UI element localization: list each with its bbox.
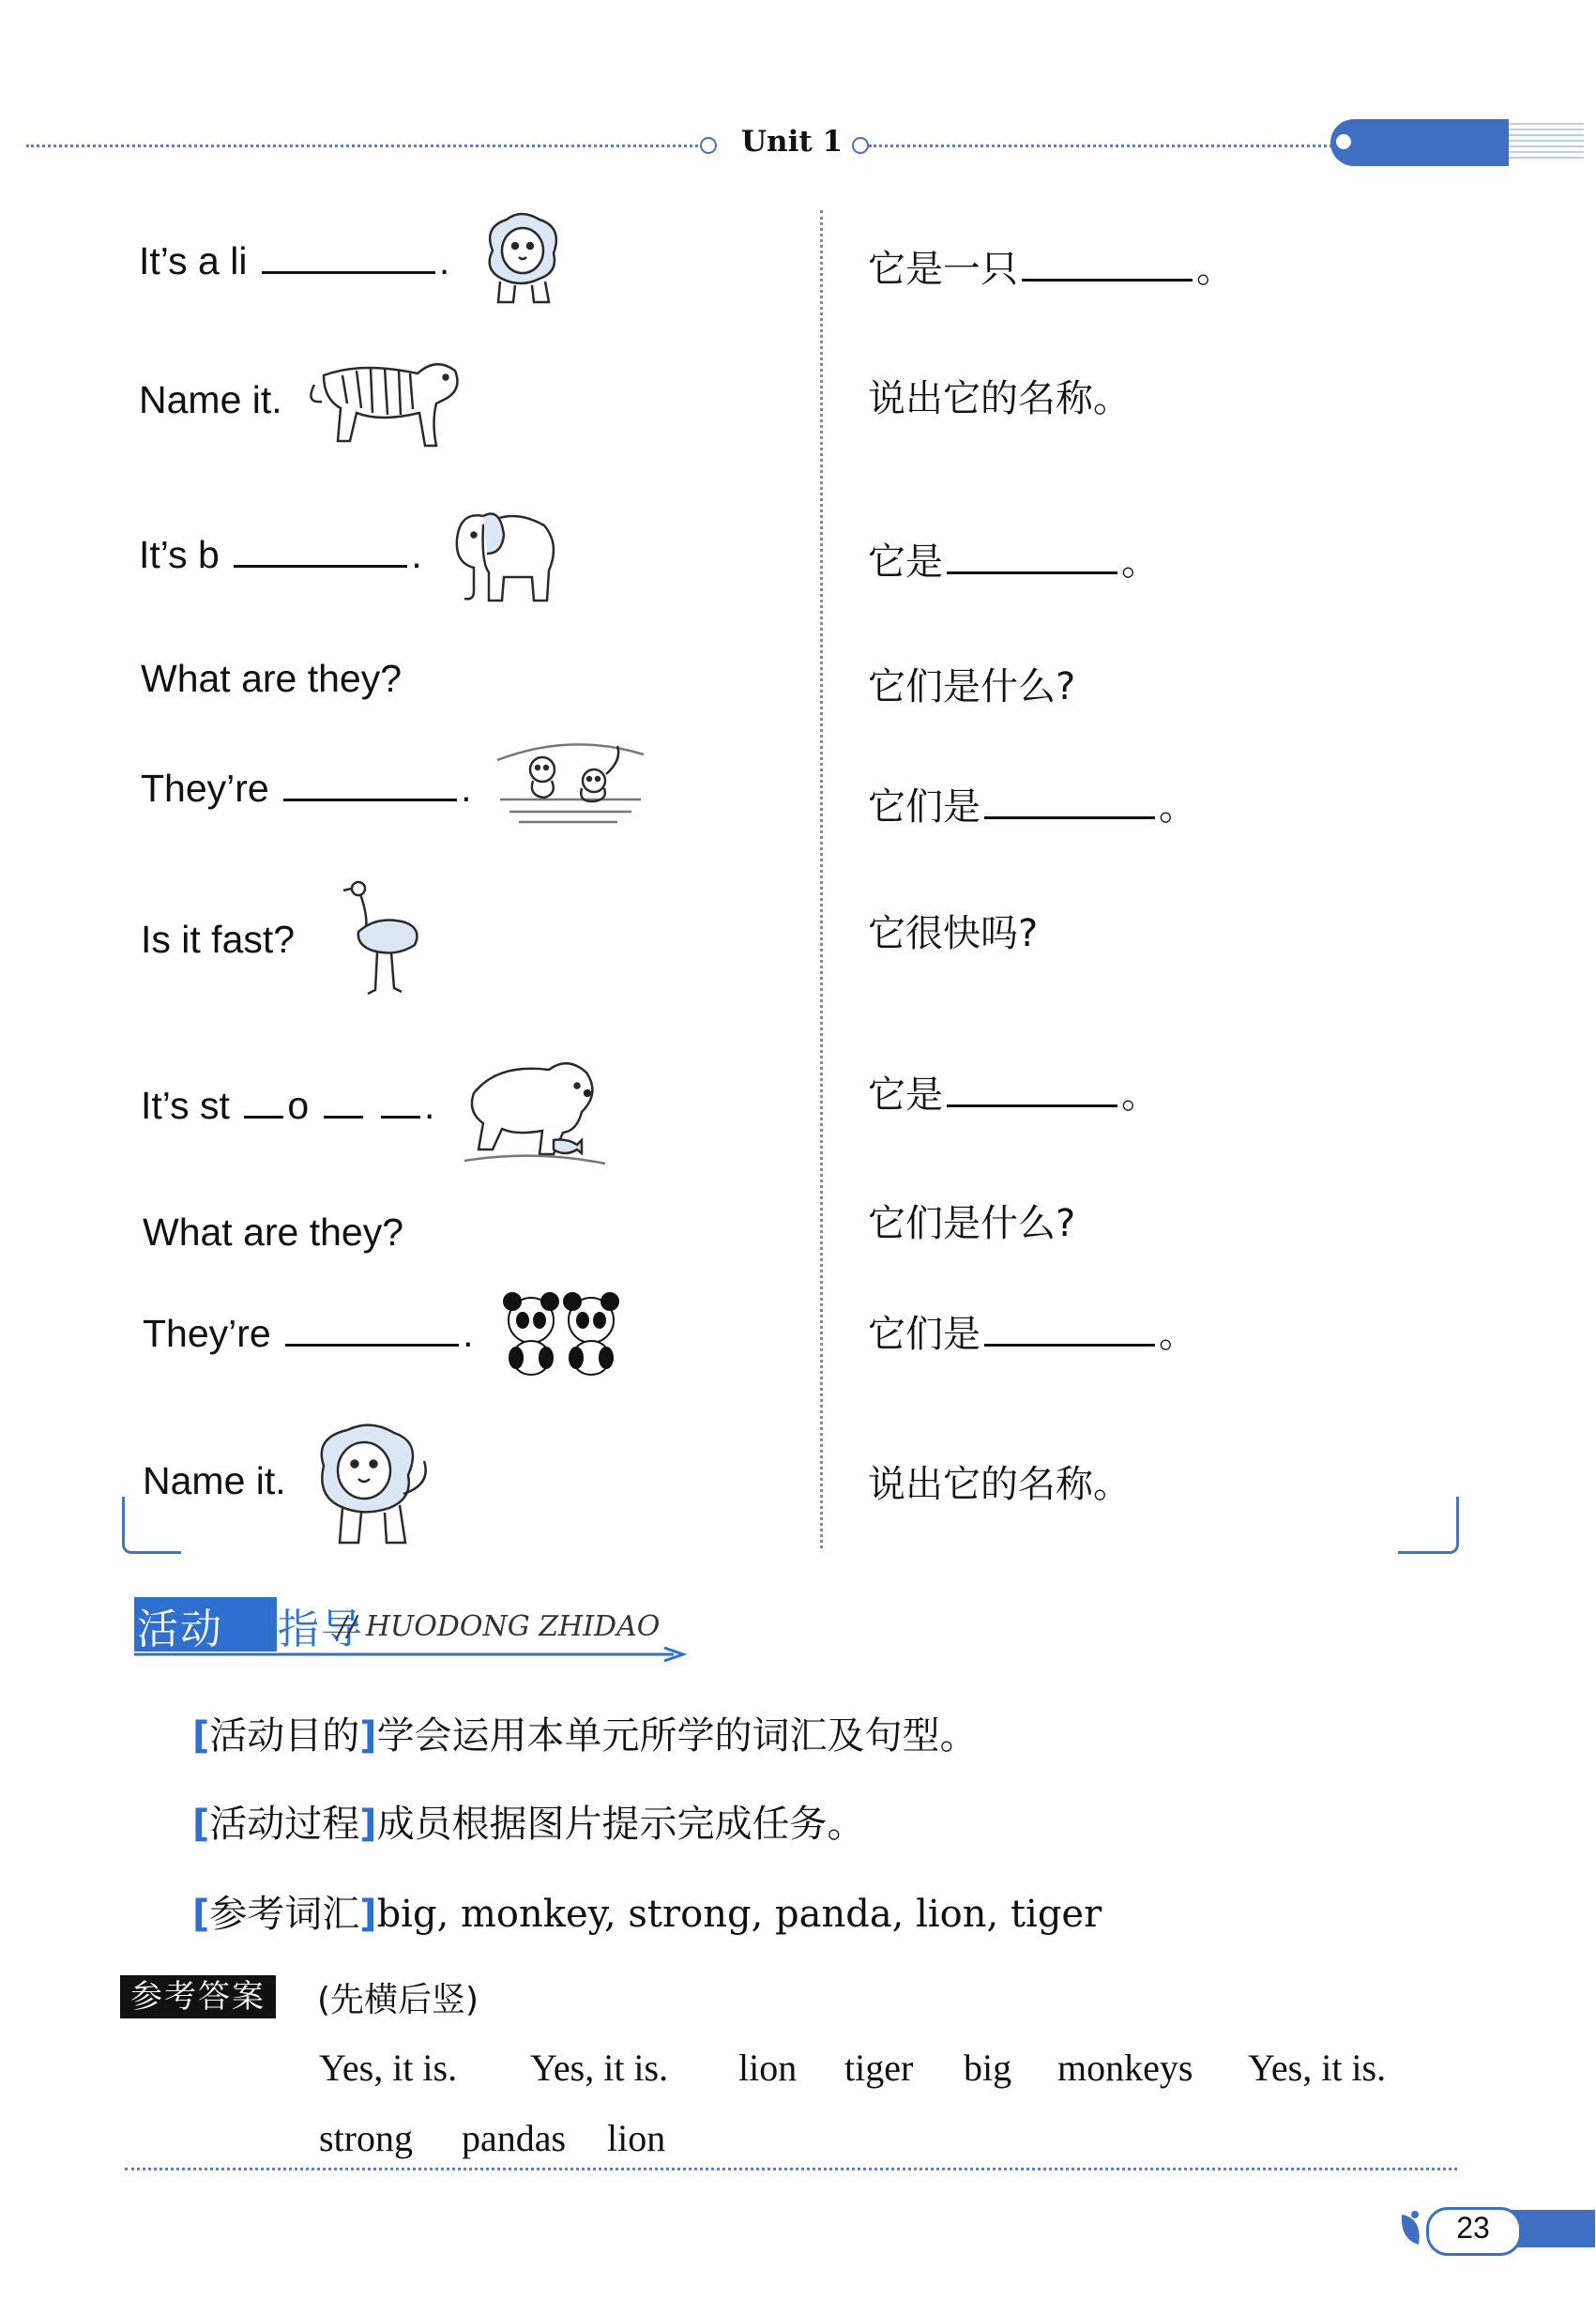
row-3-english: It’s b . xyxy=(139,533,422,576)
bracket-left xyxy=(122,1497,181,1554)
lion-icon xyxy=(310,1419,436,1550)
row-6-chinese: 它很快吗? xyxy=(868,912,1039,955)
answer-9: pandas xyxy=(462,2117,567,2159)
elephant-icon xyxy=(446,497,563,608)
answer-tag: 参考答案 xyxy=(120,1975,276,2018)
header-tab-dot xyxy=(1336,134,1351,149)
answer-3: lion xyxy=(738,2047,798,2089)
answer-2: Yes, it is. xyxy=(530,2047,669,2089)
ostrich-icon xyxy=(340,877,424,997)
row-2-chinese: 说出它的名称。 xyxy=(868,377,1131,420)
header-ring-left xyxy=(700,137,717,154)
row-1-chinese: 它是一只 。 xyxy=(868,248,1234,291)
row-9-chinese: 它们是 。 xyxy=(868,1313,1196,1356)
section-title-rest: 指导 xyxy=(278,1606,364,1653)
section-underline-arrow-icon xyxy=(134,1647,688,1666)
column-divider xyxy=(820,210,823,1548)
answer-8: strong xyxy=(319,2117,413,2159)
row-2-english: Name it. xyxy=(139,378,282,421)
row-8-chinese: 它们是什么? xyxy=(868,1202,1076,1245)
row-3-chinese: 它是 。 xyxy=(868,540,1159,584)
leaf-icon xyxy=(1398,2207,1428,2250)
row-5-english: They’re . xyxy=(141,767,472,810)
tiger-icon xyxy=(305,347,464,450)
row-7-chinese: 它是 。 xyxy=(868,1073,1159,1117)
row-10-english: Name it. xyxy=(143,1459,286,1502)
row-4-english: What are they? xyxy=(141,657,403,700)
answer-6: monkeys xyxy=(1057,2047,1193,2089)
header-dotted-line-left xyxy=(26,145,709,147)
pandas-icon xyxy=(495,1290,631,1379)
row-8-english: What are they? xyxy=(143,1210,404,1254)
answer-note: (先横后竖) xyxy=(317,1981,479,2019)
header-ring-right xyxy=(852,137,869,154)
header-hatch-decoration xyxy=(1509,123,1584,162)
lion-icon xyxy=(474,208,568,307)
answer-7: Yes, it is. xyxy=(1248,2047,1387,2089)
section-title-highlight: 活动 xyxy=(137,1606,223,1653)
header-dotted-line-right xyxy=(869,145,1332,147)
row-5-chinese: 它们是 。 xyxy=(868,785,1196,829)
row-9-english: They’re . xyxy=(143,1312,474,1355)
page-number: 23 xyxy=(1456,2211,1490,2245)
bear-icon xyxy=(460,1056,610,1168)
row-4-chinese: 它们是什么? xyxy=(868,665,1076,708)
row-10-chinese: 说出它的名称。 xyxy=(868,1463,1131,1506)
activity-purpose: [活动目的]学会运用本单元所学的词汇及句型。 xyxy=(192,1714,978,1758)
answer-4: tiger xyxy=(844,2047,914,2089)
row-1-english: It’s a li . xyxy=(139,239,450,282)
section-pinyin: // HUODONG ZHIDAO xyxy=(338,1610,661,1643)
bracket-right xyxy=(1398,1497,1459,1554)
row-6-english: Is it fast? xyxy=(141,918,296,961)
activity-vocabulary: [参考词汇]big, monkey, strong, panda, lion, tiger xyxy=(192,1893,1102,1936)
unit-title: Unit 1 xyxy=(741,125,844,159)
footer-dotted-line xyxy=(125,2168,1457,2170)
header-tab xyxy=(1330,119,1509,166)
answer-1: Yes, it is. xyxy=(319,2047,458,2089)
row-7-english: It’s st o . xyxy=(141,1084,435,1127)
activity-process: [活动过程]成员根据图片提示完成任务。 xyxy=(192,1803,865,1846)
answer-10: lion xyxy=(607,2117,666,2159)
answer-5: big xyxy=(964,2047,1012,2089)
monkeys-icon xyxy=(495,732,646,830)
